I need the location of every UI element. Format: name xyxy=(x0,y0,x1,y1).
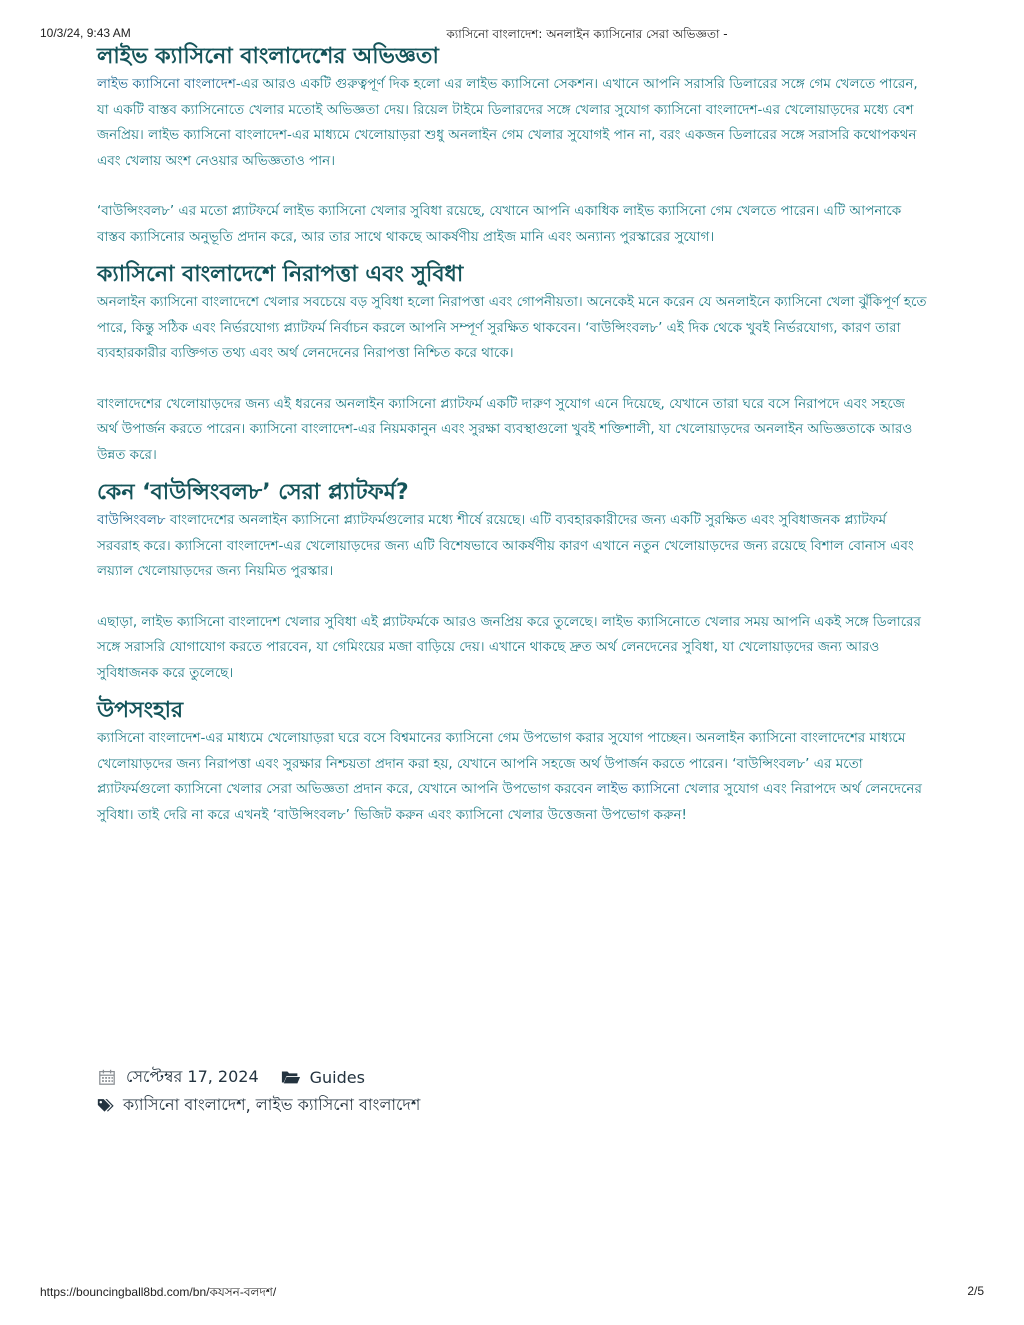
paragraph-live-2: ‘বাউন্সিংবল৮’ এর মতো প্ল্যাটফর্মে লাইভ ক্যাসিনো খেলার সুবিধা রয়েছে, যেখানে আপনি একাধিক লাইভ ক্যাসিনো গেম খেলতে পারেন। এটি আপনাকে বাস্তব ক্যাসিনোর অনুভূতি প্রদান করে, আর তার সাথে থাকছে আকর্ষণীয় প্রাইজ মানি এবং অন্যান্য পুরস্কারের সুযোগ। xyxy=(97,203,902,245)
print-page-number: 2/5 xyxy=(967,1284,984,1298)
paragraph-live-1 xyxy=(97,72,927,174)
post-meta xyxy=(97,1063,420,1119)
link-live-casino-bangladesh[interactable]: লাইভ ক্যাসিনো বাংলাদেশ xyxy=(97,76,236,92)
paragraph-why-1-text: বাংলাদেশের অনলাইন ক্যাসিনো প্ল্যাটফর্মগুলোর মধ্যে শীর্ষে রয়েছে। এটি ব্যবহারকারীদের জন্য একটি সুরক্ষিত এবং সুবিধাজনক প্ল্যাটফর্ম সরবরাহ করে। ক্যাসিনো বাংলাদেশ-এর খেলোয়াড়দের জন্য এটি বিশেষভাবে আকর্ষণীয় কারণ এখানে নতুন খেলোয়াড়দের জন্য রয়েছে বিশাল বোনাস এবং লয়্যাল খেলোয়াড়দের জন্য নিয়মিত পুরস্কার। xyxy=(97,512,914,579)
paragraph-conclusion-text-after: খেলার সুযোগ এবং নিরাপদে অর্থ লেনদেনের সুবিধা। তাই দেরি না করে এখনই ‘বাউন্সিংবল৮’ ভিজিট করুন এবং ক্যাসিনো খেলার উত্তেজনা উপভোগ করুন! xyxy=(97,781,922,823)
paragraph-live-1-text: -এর আরও একটি গুরুত্বপূর্ণ দিক হলো এর লাইভ ক্যাসিনো সেকশন। এখানে আপনি সরাসরি ডিলারের সঙ্গে গেম খেলতে পারেন, যা একটি বাস্তব ক্যাসিনোতে খেলার মতোই অভিজ্ঞতা দেয়। রিয়েল টাইমে ডিলারদের সঙ্গে খেলার সুযোগ ক্যাসিনো বাংলাদেশ-এর খেলোয়াড়দের মধ্যে বেশ জনপ্রিয়। লাইভ ক্যাসিনো বাংলাদেশ-এর মাধ্যমে খেলোয়াড়রা শুধু অনলাইন গেম খেলার সুযোগই পান না, বরং একজন ডিলারের সঙ্গে সরাসরি কথোপকথন এবং খেলায় অংশ নেওয়ার অভিজ্ঞতাও পান। xyxy=(97,76,918,169)
tag-link-live-casino-bangladesh[interactable]: লাইভ ক্যাসিনো বাংলাদেশ xyxy=(255,1094,421,1114)
article-body xyxy=(97,42,927,828)
paragraph-conclusion xyxy=(97,726,927,828)
print-datetime: 10/3/24, 9:43 AM xyxy=(40,26,131,40)
paragraph-why-1 xyxy=(97,508,927,585)
paragraph-why-2: এছাড়া, লাইভ ক্যাসিনো বাংলাদেশ খেলার সুবিধা এই প্ল্যাটফর্মকে আরও জনপ্রিয় করে তুলেছে। লাইভ ক্যাসিনোতে খেলার সময় আপনি একই সঙ্গে ডিলারের সঙ্গে সরাসরি যোগাযোগ করতে পারবেন, যা গেমিংয়ের মজা বাড়িয়ে দেয়। এখানে থাকছে দ্রুত অর্থ লেনদেনের সুবিধা, যা খেলোয়াড়দের জন্য আরও সুবিধাজনক করে তুলেছে। xyxy=(97,613,921,681)
link-live-casino[interactable]: লাইভ ক্যাসিনো xyxy=(596,781,680,797)
paragraph-safety-2: বাংলাদেশের খেলোয়াড়দের জন্য এই ধরনের অনলাইন ক্যাসিনো প্ল্যাটফর্ম একটি দারুণ সুযোগ এনে দিয়েছে, যেখানে তারা ঘরে বসে নিরাপদে এবং সহজে অর্থ উপার্জন করতে পারেন। ক্যাসিনো বাংলাদেশ-এর নিয়মকানুন এবং সুরক্ষা ব্যবস্থাগুলো খুবই শক্তিশালী, যা খেলোয়াড়দের অনলাইন অভিজ্ঞতাকে আরও উন্নত করে। xyxy=(97,395,913,463)
folder-open-icon xyxy=(281,1068,301,1086)
print-page-title: ক্যাসিনো বাংলাদেশ: অনলাইন ক্যাসিনোর সেরা অভিজ্ঞতা - xyxy=(446,27,728,41)
post-meta-row-date-category xyxy=(97,1063,420,1091)
link-bouncingball8[interactable]: বাউন্সিংবল৮ xyxy=(97,512,166,528)
tags-icon xyxy=(97,1096,117,1114)
section-heading-conclusion: উপসংহার xyxy=(97,698,184,723)
paragraph-conclusion-text-before: ক্যাসিনো বাংলাদেশ-এর মাধ্যমে খেলোয়াড়রা ঘরে বসে বিশ্বমানের ক্যাসিনো গেম উপভোগ করার সুযোগ পাচ্ছেন। অনলাইন ক্যাসিনো বাংলাদেশের মাধ্যমে খেলোয়াড়দের জন্য নিরাপত্তা এবং সুরক্ষার নিশ্চয়তা প্রদান করা হয়, যেখানে আপনি সহজে অর্থ উপার্জন করতে পারেন। ‘বাউন্সিংবল৮’ এর মতো প্ল্যাটফর্মগুলো ক্যাসিনো খেলার সেরা অভিজ্ঞতা প্রদান করে, যেখানে আপনি উপভোগ করবেন xyxy=(97,730,906,797)
paragraph-safety-1: অনলাইন ক্যাসিনো বাংলাদেশে খেলার সবচেয়ে বড় সুবিধা হলো নিরাপত্তা এবং গোপনীয়তা। অনেকেই মনে করেন যে অনলাইনে ক্যাসিনো খেলা ঝুঁকিপূর্ণ হতে পারে, কিন্তু সঠিক এবং নির্ভরযোগ্য প্ল্যাটফর্ম নির্বাচন করলে আপনি সম্পূর্ণ সুরক্ষিত থাকবেন। ‘বাউন্সিংবল৮’ এই দিক থেকে খুবই নির্ভরযোগ্য, কারণ তারা ব্যবহারকারীর ব্যক্তিগত তথ্য এবং অর্থ লেনদেনের নিরাপত্তা নিশ্চিত করে থাকে। xyxy=(97,294,927,361)
post-date xyxy=(97,1064,259,1091)
tag-link-casino-bangladesh[interactable]: ক্যাসিনো বাংলাদেশ xyxy=(123,1094,246,1114)
tag-separator: , xyxy=(245,1095,256,1115)
section-heading-live-casino: লাইভ ক্যাসিনো বাংলাদেশের অভিজ্ঞতা xyxy=(97,44,439,69)
calendar-icon xyxy=(97,1068,117,1086)
section-heading-why-platform: কেন ‘বাউন্সিংবল৮’ সেরা প্ল্যাটফর্ম? xyxy=(97,480,409,505)
post-category[interactable] xyxy=(281,1068,365,1087)
section-heading-safety: ক্যাসিনো বাংলাদেশে নিরাপত্তা এবং সুবিধা xyxy=(97,262,464,287)
print-page-url: https://bouncingball8bd.com/bn/কযসন-বলদশ/ xyxy=(40,1285,277,1299)
category-link-guides[interactable]: Guides xyxy=(309,1067,365,1087)
post-meta-row-tags xyxy=(97,1091,420,1119)
post-date-text: সেপ্টেম্বর 17, 2024 xyxy=(126,1066,259,1086)
